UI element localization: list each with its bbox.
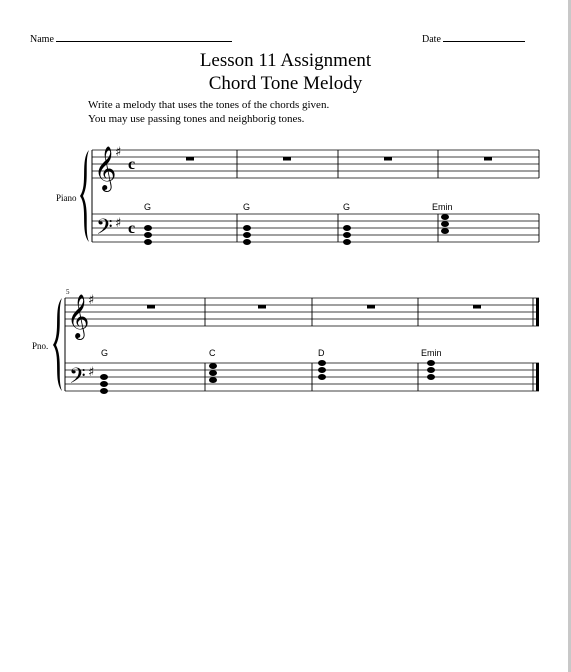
whole-rest-icon	[283, 157, 291, 161]
chord-symbol: D	[318, 348, 325, 358]
instrument-label: Piano	[56, 193, 77, 203]
bass-staff-1	[92, 214, 539, 242]
whole-rest-icon	[186, 157, 194, 161]
chord-symbol: Emin	[421, 348, 442, 358]
system-2	[32, 288, 539, 394]
bass-clef-icon: 𝄢	[69, 364, 86, 394]
instruction-line-2: You may use passing tones and neighborig tones.	[88, 113, 305, 125]
date-label: Date	[422, 34, 441, 45]
chord-symbol: C	[209, 348, 216, 358]
treble-staff-1	[92, 150, 539, 178]
instruction-line-1: Write a melody that uses the tones of the chords given.	[88, 99, 330, 111]
bass-clef-icon: 𝄢	[96, 215, 113, 245]
treble-staff-2	[65, 298, 539, 326]
final-barline	[536, 363, 539, 391]
common-time-icon: c	[128, 156, 136, 173]
sharp-icon: ♯	[88, 293, 95, 308]
chord-symbol: G	[144, 202, 152, 212]
whole-rest-icon	[484, 157, 492, 161]
chord-symbol: G	[101, 348, 109, 358]
chord-symbol: G	[243, 202, 251, 212]
whole-rest-icon	[367, 305, 375, 309]
treble-clef-icon: 𝄞	[94, 146, 117, 190]
common-time-icon: c	[128, 220, 136, 237]
rests-1	[186, 157, 492, 161]
whole-rest-icon	[384, 157, 392, 161]
name-label: Name	[30, 34, 54, 45]
brace-1	[80, 150, 89, 242]
rests-2	[147, 305, 481, 309]
treble-clef-icon: 𝄞	[67, 294, 90, 338]
brace-2	[53, 298, 62, 391]
page-subtitle: Chord Tone Melody	[208, 73, 363, 94]
chords-1	[144, 214, 449, 245]
system-1	[56, 145, 539, 245]
chord-symbol: Emin	[432, 202, 453, 212]
whole-rest-icon	[258, 305, 266, 309]
sharp-icon: ♯	[88, 365, 95, 380]
sharp-icon: ♯	[115, 145, 122, 160]
instrument-label: Pno.	[32, 341, 49, 351]
chord-symbol: G	[343, 202, 351, 212]
whole-rest-icon	[147, 305, 155, 309]
sharp-icon: ♯	[115, 216, 122, 231]
whole-rest-icon	[473, 305, 481, 309]
page-title: Lesson 11 Assignment	[199, 50, 372, 71]
final-barline	[536, 298, 539, 326]
bass-staff-2	[65, 363, 539, 391]
measure-number: 5	[66, 288, 70, 296]
